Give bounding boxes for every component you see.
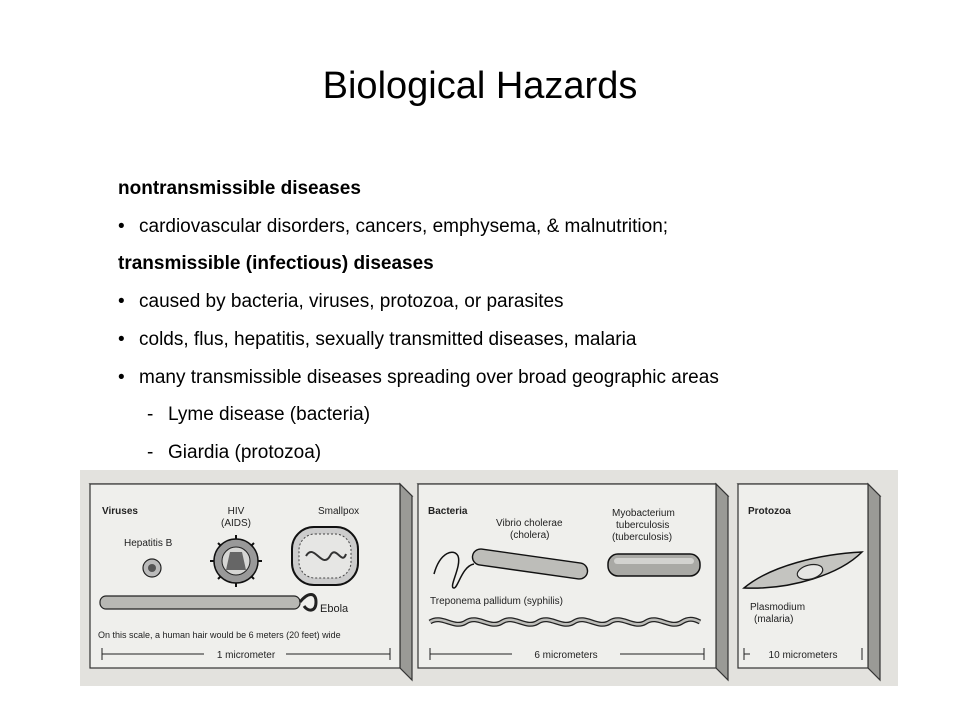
viruses-scale-label: 1 micrometer [216,650,276,661]
bullet-marker: • [118,366,125,388]
myco-label-line2: tuberculosis [616,520,670,531]
scale-note: On this scale, a human hair would be 6 meters (20 feet) wide [98,630,341,640]
vibrio-label-line2: (cholera) [510,530,550,541]
bullet-marker: • [118,215,125,237]
bacteria-panel-side-face [716,484,728,680]
protozoa-panel [738,484,880,680]
protozoa-heading: Protozoa [748,506,791,517]
myco-label-line3: (tuberculosis) [612,532,673,543]
slide-title: Biological Hazards [322,65,638,107]
viruses-panel-side-face [400,484,412,680]
slide-body [118,170,918,472]
bullet-marker: • [118,328,125,350]
bacteria-panel [418,484,728,680]
bacteria-scale-label: 6 micrometers [534,650,598,661]
bullet-item: • colds, flus, hepatitis, sexually transmitted diseases, malaria [118,321,918,359]
pathogen-illustration [80,470,898,686]
hepatitis-b-label: Hepatitis B [124,538,173,549]
bullet-item: • caused by bacteria, viruses, protozoa, or parasites [118,283,918,321]
mycobacterium-icon [608,554,700,576]
myco-label-line1: Myobacterium [612,508,675,519]
treponema-label: Treponema pallidum (syphilis) [430,596,564,607]
viruses-panel [90,484,412,680]
viruses-heading: Viruses [102,506,138,517]
sub-bullet-item: - Lyme disease (bacteria) [118,396,918,434]
pathogen-size-figure [80,470,898,686]
dash-marker: - [147,441,154,463]
hepatitis-b-virus-icon [143,559,161,577]
section-heading-transmissible: transmissible (infectious) diseases [118,253,434,275]
bullet-item: • cardiovascular disorders, cancers, emphysema, & malnutrition; [118,208,918,246]
ebola-label: Ebola [320,603,349,615]
smallpox-label: Smallpox [318,506,360,517]
ebola-virus-icon [100,595,316,611]
plasmodium-label-line2: (malaria) [754,614,794,625]
bullet-item: • many transmissible diseases spreading over broad geographic areas [118,359,918,397]
smallpox-virus-icon [292,527,358,585]
bullet-marker: • [118,291,125,313]
hiv-label-line1: HIV [227,506,245,517]
dash-marker: - [147,404,154,426]
section-heading-nontransmissible: nontransmissible diseases [118,178,361,199]
vibrio-label-line1: Vibrio cholerae [496,518,563,529]
bacteria-heading: Bacteria [428,506,468,517]
protozoa-panel-side-face [868,484,880,680]
protozoa-scale-label: 10 micrometers [768,650,838,661]
sub-bullet-item: - Giardia (protozoa) [118,434,918,472]
plasmodium-label-line1: Plasmodium [750,602,806,613]
hiv-label-line2: (AIDS) [221,518,251,529]
